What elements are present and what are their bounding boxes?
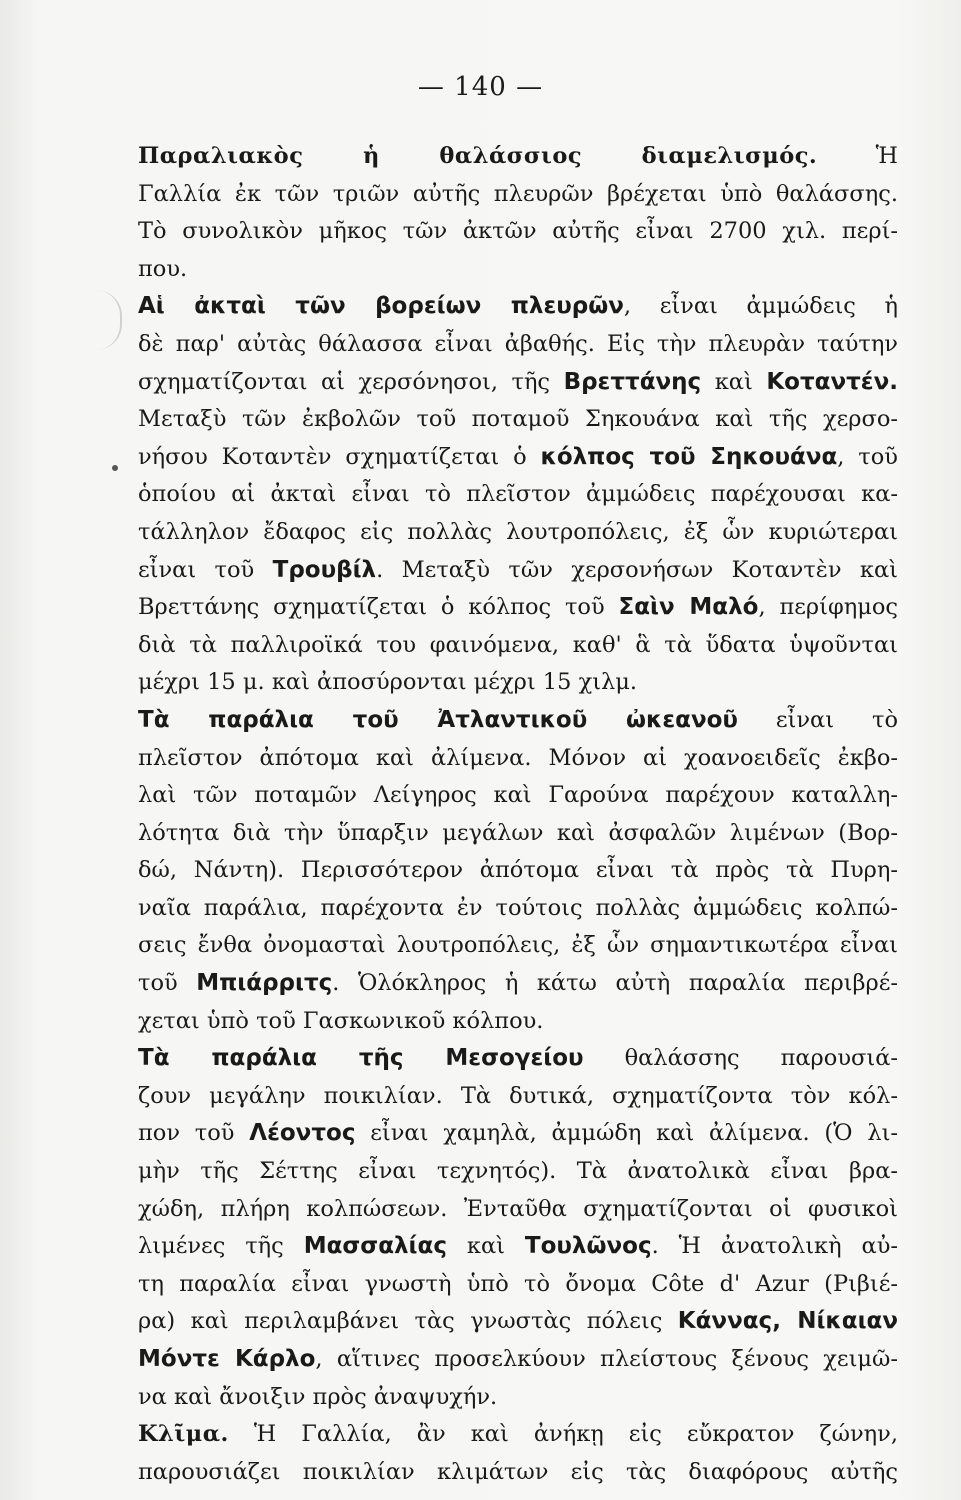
text-line (138, 965, 898, 1003)
body-text (138, 138, 898, 1491)
bold-term: Κλῖμα. (138, 1421, 229, 1448)
text-line (138, 777, 898, 815)
text-run: που. (138, 255, 188, 282)
text-line (138, 1379, 898, 1417)
text-line (138, 138, 898, 176)
text-run: νήσου Κοταντὲν σχηματίζεται ὁ (138, 443, 541, 470)
text-line (138, 213, 898, 251)
bold-term: Σαὶν Μαλό (618, 594, 759, 621)
text-run: θαλάσσης παρουσιά- (583, 1045, 898, 1072)
text-line (138, 1040, 898, 1078)
text-run: χώδη, πλήρη κολπώσεων. Ἐνταῦθα σχηματίζονται οἱ φυσικοὶ (138, 1195, 898, 1222)
text-line (138, 1416, 898, 1454)
text-run: ὁποίου αἱ ἀκταὶ εἶναι τὸ πλεῖστον ἀμμώδεις παρέχουσαι κα- (138, 481, 898, 508)
text-line (138, 439, 898, 477)
text-line (138, 890, 898, 928)
text-line (138, 1228, 898, 1266)
text-run: μέχρι 15 μ. καὶ ἀποσύρονται μέχρι 15 χιλμ. (138, 669, 638, 696)
margin-bracket-mark (96, 290, 122, 350)
text-line (138, 1003, 898, 1041)
text-run: , τοῦ (837, 443, 898, 470)
text-line (138, 552, 898, 590)
margin-dot (112, 465, 118, 471)
text-run: . Ὁλόκληρος ἡ κάτω αὐτὴ παραλία περιβρέ- (332, 970, 898, 997)
bold-term: Μπιάρριτς (196, 970, 333, 997)
text-line (138, 364, 898, 402)
text-line (138, 1303, 898, 1341)
text-run: διὰ τὰ παλλιροϊκά του φαινόμενα, καθ' ἃ τὰ ὕδατα ὑψοῦνται (138, 631, 898, 658)
text-run: εἶναι χαμηλὰ, ἀμμώδη καὶ ἀλίμενα. (Ὁ λι- (355, 1120, 898, 1147)
bold-term: Τὰ παράλια τοῦ Ἀτλαντικοῦ ὠκεανοῦ (138, 706, 738, 733)
text-run: σεις ἔνθα ὀνομασταὶ λουτροπόλεις, ἐξ ὧν σημαντικωτέρα εἶναι (138, 932, 898, 959)
text-line (138, 326, 898, 364)
text-run: εἶναι τὸ (737, 706, 898, 733)
text-line (138, 740, 898, 778)
text-run: σχηματίζονται αἱ χερσόνησοι, τῆς (138, 368, 564, 395)
bold-term: Μασσαλίας (303, 1233, 447, 1260)
text-run: δὲ παρ' αὐτὰς θάλασσα εἶναι ἀβαθής. Εἰς τὴν πλευρὰν ταύτην (138, 330, 898, 357)
bold-term: Τρουβίλ (272, 556, 377, 583)
text-line (138, 702, 898, 740)
bold-term: Κοταντέν. (766, 368, 898, 395)
bold-term: Βρεττάνης (563, 368, 702, 395)
text-run: χεται ὑπὸ τοῦ Γασκωνικοῦ κόλπου. (138, 1007, 544, 1034)
text-run: , αἵτινες προσελκύουν πλείστους ξένους χειμῶ- (315, 1346, 898, 1372)
text-run: Τὸ συνολικὸν μῆκος τῶν ἀκτῶν αὐτῆς εἶναι 2700 χιλ. περί- (138, 218, 898, 245)
text-run: να καὶ ἄνοιξιν πρὸς ἀναψυχήν. (138, 1383, 498, 1410)
text-line (138, 1115, 898, 1153)
text-run: καὶ (446, 1233, 525, 1260)
text-run: τάλληλον ἔδαφος εἰς πολλὰς λουτροπόλεις, ἐξ ὧν κυριώτεραι (138, 518, 898, 545)
text-run: δώ, Νάντη). Περισσότερον ἀπότομα εἶναι τὰ πρὸς τὰ Πυρη- (138, 857, 898, 884)
text-run: Ἡ Γαλλία, ἂν καὶ ἀνήκῃ εἰς εὔκρατον ζώνην, (228, 1421, 898, 1448)
text-run: πον τοῦ (138, 1120, 250, 1147)
bold-term: Λέοντος (249, 1120, 356, 1147)
text-line (138, 1454, 898, 1492)
text-run: λότητα διὰ τὴν ὕπαρξιν μεγάλων καὶ ἀσφαλῶν λιμένων (Βορ- (138, 819, 898, 846)
bold-term: Αἱ ἀκταὶ τῶν βορείων πλευρῶν (138, 293, 624, 320)
text-line (138, 476, 898, 514)
text-line (138, 176, 898, 214)
text-run: εἶναι τοῦ (138, 556, 273, 583)
text-run: λαὶ τῶν ποταμῶν Λείγηρος καὶ Γαρούνα παρέχουν καταλλη- (138, 782, 898, 809)
bold-term: Παραλιακὸς ἡ θαλάσσιος διαμελισμός. (138, 143, 818, 169)
text-line (138, 251, 898, 289)
text-line (138, 1153, 898, 1191)
text-run: Βρεττάνης σχηματίζεται ὁ κόλπος τοῦ (138, 594, 619, 621)
text-run: πλεῖστον ἀπότομα καὶ ἀλίμενα. Μόνον αἱ χοανοειδεῖς ἐκβο- (138, 744, 898, 771)
text-line (138, 852, 898, 890)
text-run: Μεταξὺ τῶν ἐκβολῶν τοῦ ποταμοῦ Σηκουάνα καὶ τῆς χερσο- (138, 406, 898, 433)
text-line (138, 927, 898, 965)
text-line (138, 1266, 898, 1304)
text-line (138, 589, 898, 627)
text-run: ναῖα παράλια, παρέχοντα ἐν τούτοις πολλὰς ἀμμώδεις κολπώ- (138, 894, 898, 921)
text-run: μὴν τῆς Σέττης εἶναι τεχνητός). Τὰ ἀνατολικὰ εἶναι βρα- (138, 1158, 898, 1185)
text-line (138, 514, 898, 552)
text-line (138, 401, 898, 439)
text-run: τη παραλία εἶναι γνωστὴ ὑπὸ τὸ ὄνομα Côte d' Azur (Ριβιέ- (138, 1270, 898, 1297)
text-run: , περίφημος (758, 594, 898, 621)
page-number: — 140 — (417, 72, 544, 102)
bold-term: Κάννας, Νίκαιαν (677, 1308, 898, 1335)
bold-term: Τουλῶνος (524, 1233, 652, 1260)
text-run: καὶ (701, 368, 767, 395)
bold-term: Τὰ παράλια τῆς Μεσογείου (138, 1045, 584, 1072)
text-line (138, 815, 898, 853)
text-run: παρουσιάζει ποικιλίαν κλιμάτων εἰς τὰς διαφόρους αὐτῆς (138, 1458, 898, 1485)
text-run: . Ἡ ἀνατολικὴ αὐ- (651, 1233, 898, 1260)
text-run: λιμένες τῆς (138, 1233, 304, 1260)
bold-term: κόλπος τοῦ Σηκουάνα (540, 443, 838, 470)
text-run: , εἶναι ἀμμώδεις ἡ (623, 293, 898, 320)
bold-term: Μόντε Κάρλο (138, 1346, 316, 1372)
text-run: Ἡ (817, 143, 898, 169)
text-line (138, 1078, 898, 1116)
text-line (138, 288, 898, 326)
text-line (138, 664, 898, 702)
text-run: τοῦ (138, 970, 197, 997)
text-run: ρα) καὶ περιλαμβάνει τὰς γνωστὰς πόλεις (138, 1308, 678, 1335)
text-run: ζουν μεγάλην ποικιλίαν. Τὰ δυτικά, σχηματίζοντα τὸν κόλ- (138, 1082, 898, 1109)
text-run: Γαλλία ἐκ τῶν τριῶν αὐτῆς πλευρῶν βρέχεται ὑπὸ θαλάσσης. (138, 180, 898, 207)
text-run: . Μεταξὺ τῶν χερσονήσων Κοταντὲν καὶ (376, 556, 898, 583)
text-line (138, 1341, 898, 1379)
text-line (138, 627, 898, 665)
text-line (138, 1191, 898, 1229)
